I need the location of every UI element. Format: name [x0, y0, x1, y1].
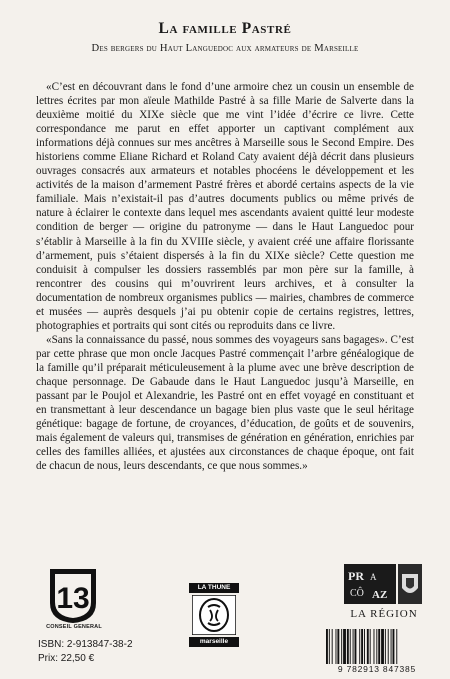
paragraph-1: «C’est en découvrant dans le fond d’une armoire chez un cousin un ensemble de lettres écrites par mon aïeule Mathilde Pastré à sa fille Marie de Salverte dans la deuxième moitié du XIXe siècle que me vint l’idée d’écrire ce livre. Cette correspondance me parut en effet apporter un captivant complément aux informations déjà connues sur mes ancêtres à Marseille sous le Second Empire. Des historiens comme Eliane Richard et Roland Caty avaient déjà décrit dans plusieurs ouvrages consacrés aux armateurs et notables phocéens le développement et les activités de la maison d’armement Pastré frères et abordé certains aspects de la vie familiale. Mais n’existait-il pas d’autres documents publics ou même privés de nature à éclairer le contexte dans lequel mes ascendants avaient quitté leur modeste condition de berger — origine du patronyme — dans le Haut Languedoc pour s’établir à Marseille à la fin du XVIIIe siècle, y avaient créé une affaire florissante d’armement, puis s’étaient dispersés à la fin du XIXe siècle? Cette question me conduisit à compulser les dossiers rassemblés par mon père sur la famille, à rencontrer des cousins qui m’ouvrirent leurs archives, et à consulter la documentation de nombreux organismes publics — mairies, chambres de commerce et musées — auprès desquels j’ai pu obtenir copie de certains registres, lettres, photographies et portraits qui sont cités ou reproduits dans ce livre.: [36, 81, 414, 332]
region-label: LA RÉGION: [350, 608, 418, 620]
barcode-number: 9 782913 847385: [322, 664, 432, 674]
region-logo-pr: PR: [348, 569, 364, 583]
book-title: La famille Pastré: [158, 20, 292, 37]
book-subtitle: Des bergers du Haut Languedoc aux armateurs de Marseille: [91, 43, 359, 54]
price: Prix: 22,50 €: [38, 653, 95, 664]
la-thune-logo-icon: [192, 595, 236, 635]
la-thune-top-label: LA THUNE: [189, 583, 239, 593]
conseil-general-13-logo: [42, 565, 104, 625]
region-paca-logo: [344, 564, 422, 604]
logo-13-number: 13: [56, 582, 90, 615]
region-logo-a: A: [370, 572, 377, 582]
conseil-general-caption: CONSEIL GENERAL: [46, 624, 102, 630]
back-cover-text: [36, 80, 414, 473]
region-logo-co: CÔ: [350, 588, 364, 599]
isbn: ISBN: 2-913847-38-2: [38, 639, 133, 650]
la-thune-bottom-label: marseille: [189, 637, 239, 647]
paragraph-2: «Sans la connaissance du passé, nous sommes des voyageurs sans bagages». C’est par cette phrase que mon oncle Jacques Pastré commençait l’arbre généalogique de la famille qu’il préparait méticuleusement à la plume avec une brève description de chaque personnage. De Gabaude dans le Haut Languedoc jusqu’à Marseille, en passant par le Poujol et Alexandrie, les Pastré ont en effet voyagé en constituant et en transmettant à leur descendance un bagage bien plus vaste que le seul héritage génétique: bagage de fortune, de croyances, d’éducation, de goûts et de souvenirs, mais également de valeurs qui, transmises de génération en génération, enrichies par celles des familles alliées, et ajustées aux circonstances de chaque époque, ont fait de chacun de nous, leurs descendants, ce que nous sommes.»: [36, 333, 414, 473]
region-logo-az: AZ: [372, 589, 388, 601]
